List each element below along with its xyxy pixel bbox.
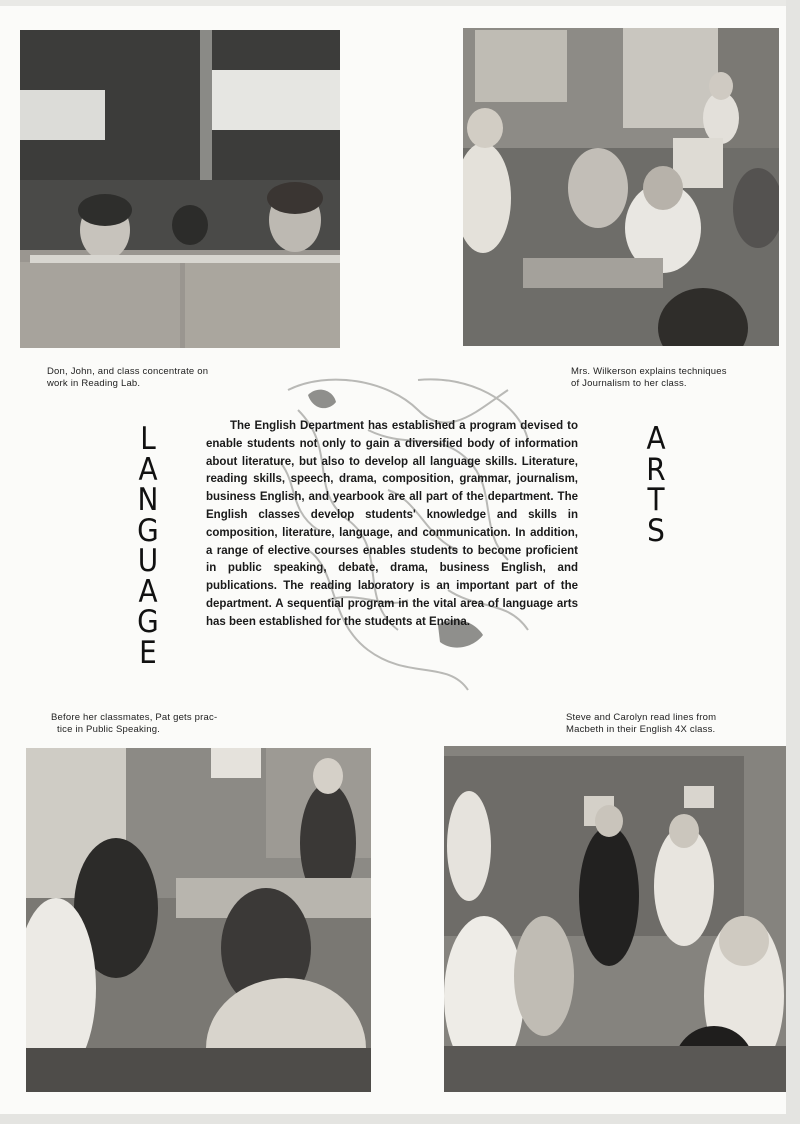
vertical-word-arts — [636, 421, 676, 549]
vertical-letter: L — [140, 421, 156, 457]
vertical-letter: T — [647, 482, 665, 518]
vertical-word-language — [128, 421, 168, 671]
photo-journalism-class — [463, 28, 779, 346]
page-edge-top — [0, 0, 800, 6]
vertical-letter: R — [646, 451, 666, 488]
vertical-letter: N — [137, 482, 159, 518]
vertical-letter: G — [137, 512, 159, 549]
caption-line: of Journalism to her class. — [571, 378, 687, 389]
caption-journalism — [571, 366, 771, 390]
caption-line: tice in Public Speaking. — [57, 724, 161, 735]
photo-macbeth-reading — [444, 746, 786, 1092]
caption-reading-lab — [47, 366, 267, 390]
page-edge-bottom — [0, 1114, 800, 1124]
photo-reading-lab — [20, 30, 340, 348]
vertical-letter: S — [647, 512, 665, 549]
vertical-letter: G — [137, 604, 159, 640]
caption-line: Mrs. Wilkerson explains techniques — [571, 366, 727, 377]
vertical-letter: A — [138, 573, 158, 610]
vertical-letter: A — [646, 421, 666, 457]
department-description: The English Department has established a program devised to enable students not only to gain a diversified body of information about literature, but also to develop all language skills. Literature, reading skills, speech, drama, composition, grammar, journalism, business English, and yearbook are all part of the department. The English classes develop students' knowledge and skills in composition, literature, language, and communication. In addition, a range of elective courses enables students to become proficient in public speaking, debate, drama, business English, and publications. The reading laboratory is an important part of the department. A sequential program in the vital area of language arts has been established for the students at Encina. — [206, 420, 578, 628]
page-edge-right — [786, 0, 800, 1124]
caption-line: Macbeth in their English 4X class. — [566, 724, 716, 735]
caption-line: Before her classmates, Pat gets prac- — [51, 712, 218, 723]
caption-macbeth — [566, 712, 776, 736]
vertical-letter: E — [139, 634, 157, 671]
caption-line: Steve and Carolyn read lines from — [566, 712, 717, 723]
photo-public-speaking — [26, 748, 371, 1092]
caption-line: Don, John, and class concentrate on — [47, 366, 209, 377]
vertical-letter: A — [138, 451, 158, 488]
vertical-letter: U — [137, 543, 159, 579]
caption-public-speaking — [51, 712, 271, 736]
caption-line: work in Reading Lab. — [47, 378, 141, 389]
